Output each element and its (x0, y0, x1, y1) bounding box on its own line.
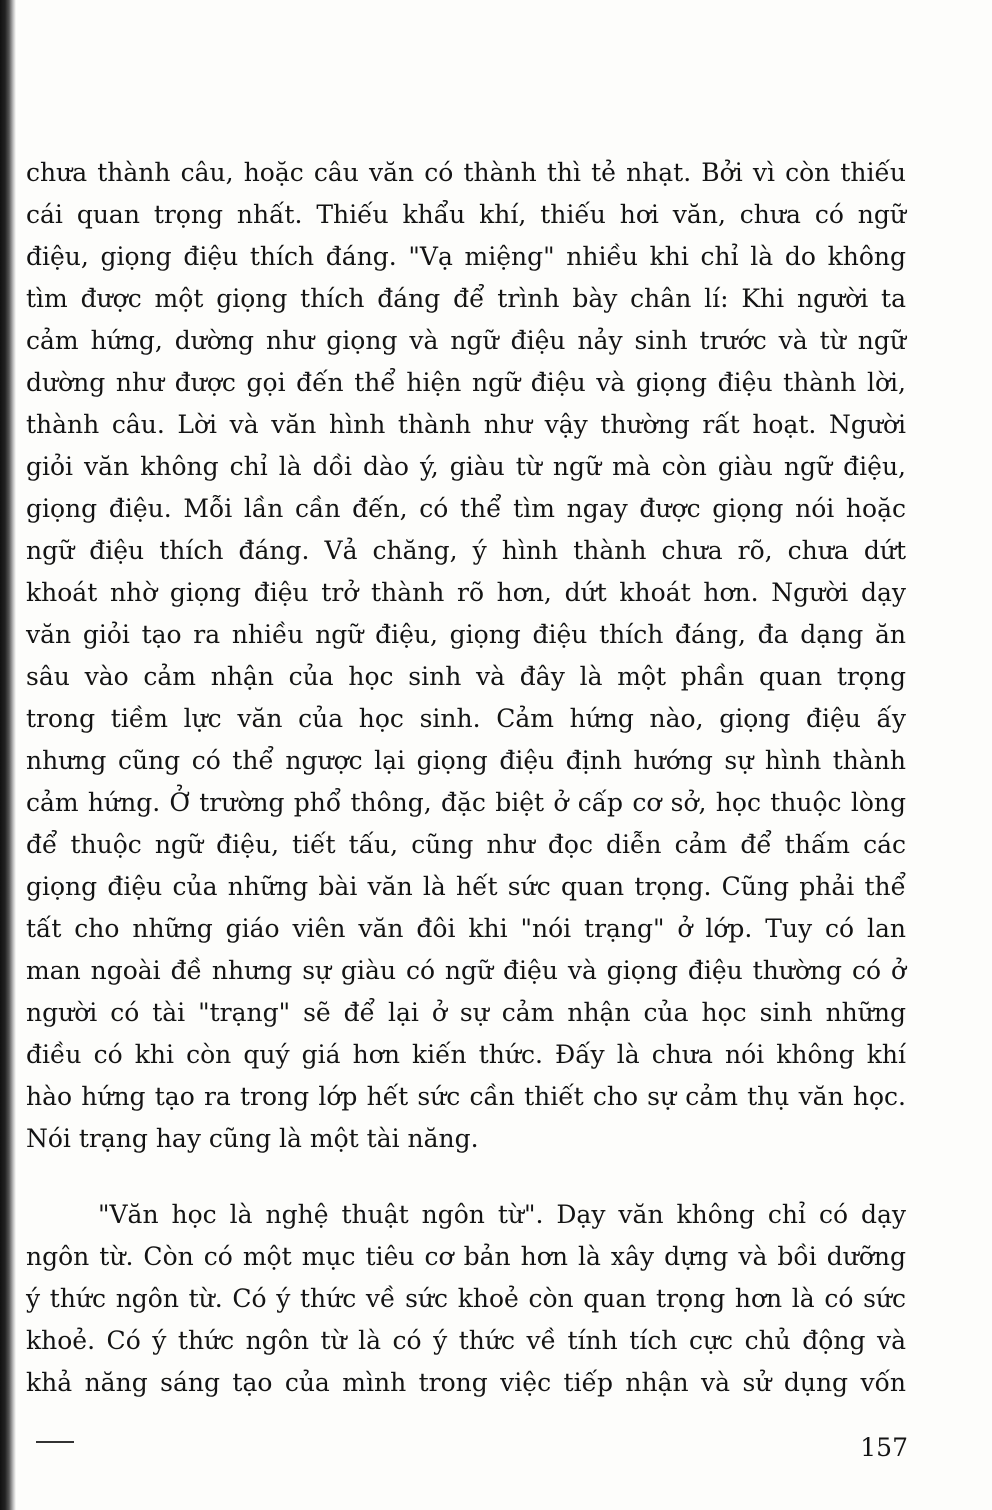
text-line: dường như được gọi đến thể hiện ngữ điệu và giọng điệu thành lời, (26, 368, 906, 397)
body-text (26, 152, 906, 1404)
text-line: điều có khi còn quý giá hơn kiến thức. Đấy là chưa nói không khí (26, 1040, 906, 1069)
text-line: chưa thành câu, hoặc câu văn có thành thì tẻ nhạt. Bởi vì còn thiếu (26, 158, 906, 187)
text-line: tìm được một giọng thích đáng để trình bày chân lí: Khi người ta (26, 284, 906, 313)
text-line: văn giỏi tạo ra nhiều ngữ điệu, giọng điệu thích đáng, đa dạng ăn (26, 620, 906, 649)
scan-binding-edge (0, 0, 16, 1510)
text-line: khả năng sáng tạo của mình trong việc tiếp nhận và sử dụng vốn (26, 1368, 906, 1397)
text-line: khoát nhờ giọng điệu trở thành rõ hơn, dứt khoát hơn. Người dạy (26, 578, 906, 607)
paragraph (26, 1194, 906, 1404)
text-line: thành câu. Lời và văn hình thành như vậy thường rất hoạt. Người (26, 410, 906, 439)
text-line: ngữ điệu thích đáng. Vả chăng, ý hình thành chưa rõ, chưa dứt (26, 536, 906, 565)
page-number: 157 (860, 1433, 908, 1462)
text-line: nhưng cũng có thể ngược lại giọng điệu định hướng sự hình thành (26, 746, 906, 775)
text-line: ngôn từ. Còn có một mục tiêu cơ bản hơn là xây dựng và bồi dưỡng (26, 1242, 906, 1271)
text-line: cảm hứng. Ở trường phổ thông, đặc biệt ở cấp cơ sở, học thuộc lòng (26, 788, 906, 817)
text-line: khoẻ. Có ý thức ngôn từ là có ý thức về tính tích cực chủ động và (26, 1326, 906, 1355)
text-line: giọng điệu. Mỗi lần cần đến, có thể tìm ngay được giọng nói hoặc (26, 494, 906, 523)
text-line: Nói trạng hay cũng là một tài năng. (26, 1124, 479, 1153)
paragraph-gap (26, 1160, 906, 1194)
text-line: sâu vào cảm nhận của học sinh và đây là một phần quan trọng (26, 662, 906, 691)
text-line: "Văn học là nghệ thuật ngôn từ". Dạy văn không chỉ có dạy (98, 1200, 906, 1229)
text-line: người có tài "trạng" sẽ để lại ở sự cảm nhận của học sinh những (26, 998, 906, 1027)
text-line: ý thức ngôn từ. Có ý thức về sức khoẻ còn quan trọng hơn là có sức (26, 1284, 906, 1313)
text-line: giỏi văn không chỉ là dồi dào ý, giàu từ ngữ mà còn giàu ngữ điệu, (26, 452, 906, 481)
text-line: man ngoài đề nhưng sự giàu có ngữ điệu và giọng điệu thường có ở (26, 956, 906, 985)
text-line: giọng điệu của những bài văn là hết sức quan trọng. Cũng phải thể (26, 872, 906, 901)
footer-dash (36, 1441, 74, 1443)
paragraph (26, 152, 906, 1160)
text-line: trong tiềm lực văn của học sinh. Cảm hứng nào, giọng điệu ấy (26, 704, 906, 733)
text-line: điệu, giọng điệu thích đáng. "Vạ miệng" nhiều khi chỉ là do không (26, 242, 906, 271)
text-line: cảm hứng, dường như giọng và ngữ điệu nảy sinh trước và từ ngữ (26, 326, 906, 355)
text-line: để thuộc ngữ điệu, tiết tấu, cũng như đọc diễn cảm để thấm các (26, 830, 906, 859)
text-line: cái quan trọng nhất. Thiếu khẩu khí, thiếu hơi văn, chưa có ngữ (26, 200, 906, 229)
text-line: hào hứng tạo ra trong lớp hết sức cần thiết cho sự cảm thụ văn học. (26, 1082, 906, 1111)
text-line: tất cho những giáo viên văn đôi khi "nói trạng" ở lớp. Tuy có lan (26, 914, 906, 943)
